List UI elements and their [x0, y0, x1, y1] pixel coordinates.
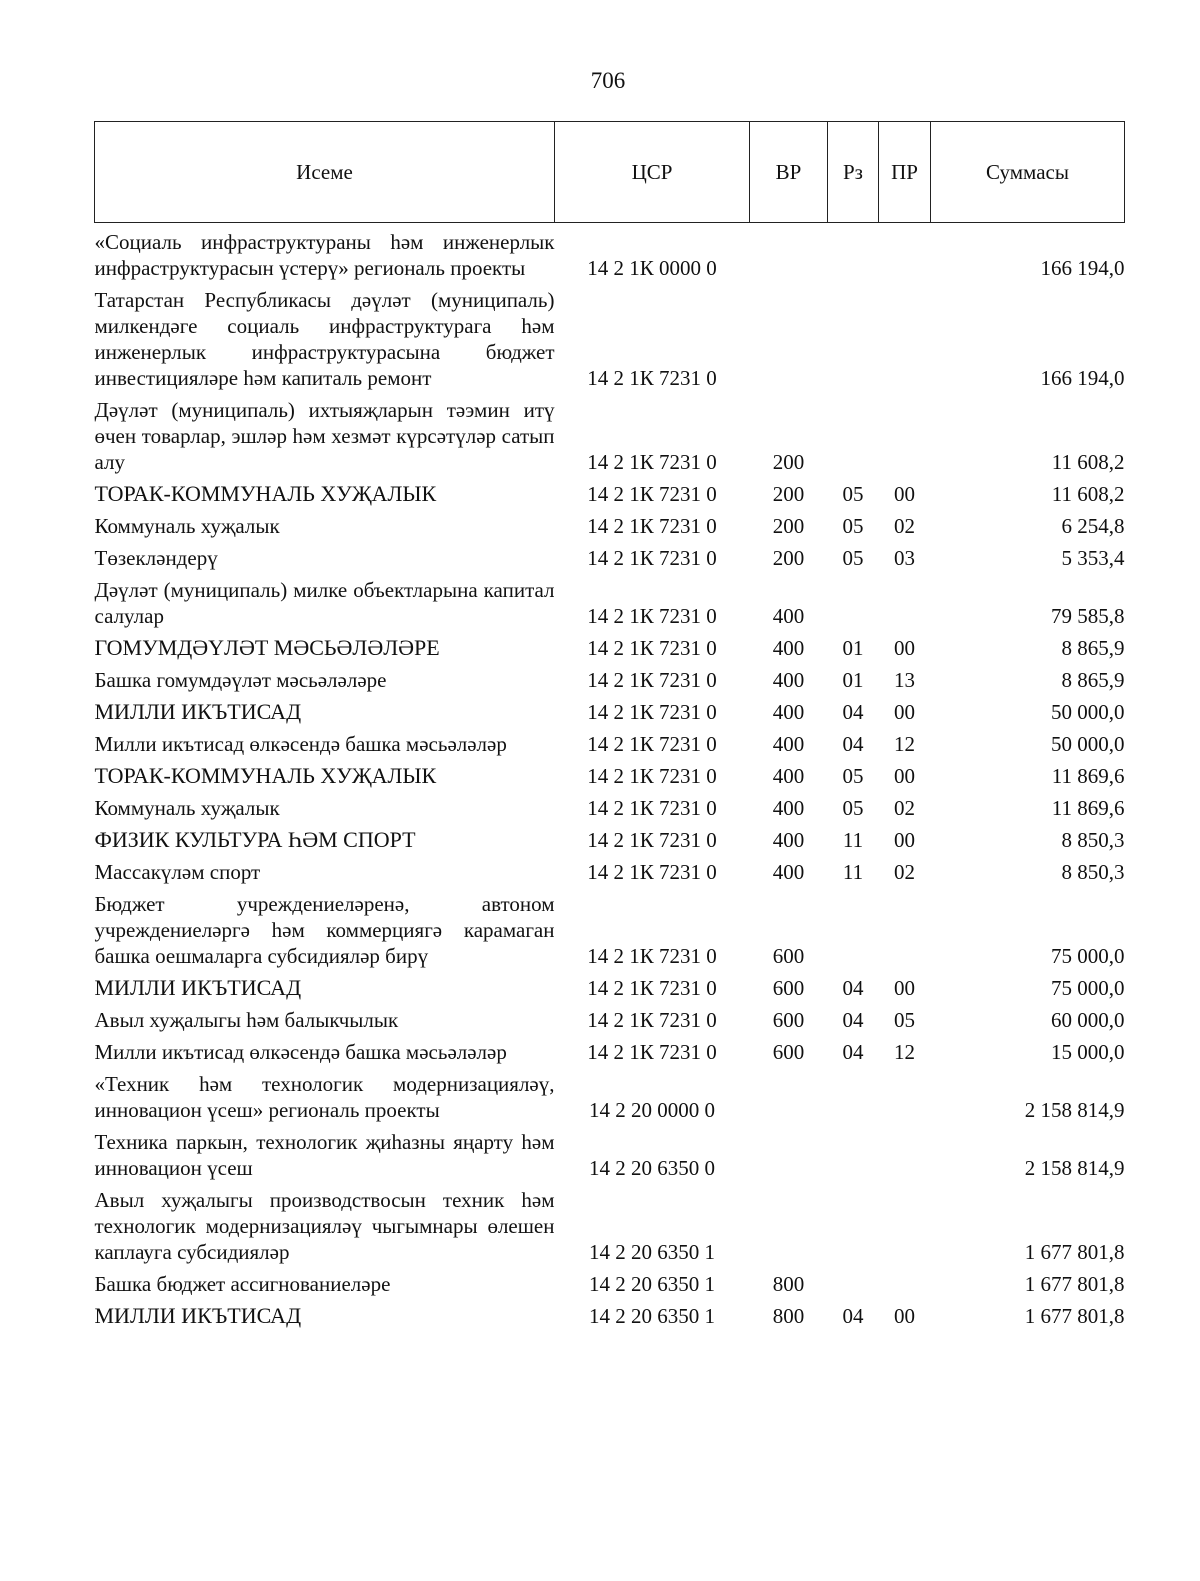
- cell-csr: 14 2 1К 7231 0: [587, 1040, 717, 1064]
- header-vr: ВР: [750, 122, 828, 223]
- cell-sum: 79 585,8: [1051, 604, 1125, 628]
- cell-vr: [750, 1181, 828, 1265]
- cell-rz: [828, 391, 879, 475]
- cell-sum: 11 869,6: [1051, 796, 1125, 820]
- row-name-text: Авыл хуҗалыгы производствосын техник һәм технологик модернизацияләү чыгымнары өлешен каплауга субсидияләр: [94, 1188, 555, 1264]
- cell-vr: 400: [772, 668, 805, 692]
- table-row: [95, 1065, 1125, 1123]
- row-name-text: Татарстан Республикасы дәүләт (муниципаль) милкендәге социаль инфраструктурага һәм инженерлык инфраструктурасына бюджет инвестицияләре һәм капиталь ремонт: [94, 288, 555, 390]
- cell-rz: 11: [842, 860, 864, 884]
- cell-rz: [828, 1065, 879, 1123]
- cell-pr: 00: [894, 976, 915, 1000]
- cell-pr: [879, 885, 931, 969]
- cell-name: [95, 1265, 555, 1297]
- table-row: [95, 571, 1125, 629]
- row-name-text: ГОМУМДӘҮЛӘТ МӘСЬӘЛӘЛӘРЕ: [94, 635, 440, 660]
- table-row: [95, 539, 1125, 571]
- cell-sum: 8 865,9: [1061, 636, 1125, 660]
- cell-vr: [750, 1123, 828, 1181]
- table-row: [95, 1297, 1125, 1329]
- table-row: [95, 661, 1125, 693]
- row-name-text: Коммуналь хуҗалык: [94, 514, 280, 538]
- cell-rz: [828, 885, 879, 969]
- cell-rz: 05: [842, 514, 864, 538]
- cell-vr: 400: [772, 732, 805, 756]
- header-sum: Суммасы: [931, 122, 1125, 223]
- table-row: [95, 821, 1125, 853]
- row-name-text: ФИЗИК КУЛЬТУРА ҺӘМ СПОРТ: [94, 827, 416, 852]
- cell-rz: 01: [842, 636, 864, 660]
- cell-vr: 400: [772, 636, 805, 660]
- cell-sum: 50 000,0: [1051, 732, 1125, 756]
- cell-pr: [879, 1123, 931, 1181]
- table-row: [95, 223, 1125, 282]
- cell-name: [95, 629, 555, 661]
- cell-vr: [750, 281, 828, 391]
- cell-pr: 12: [894, 1040, 915, 1064]
- cell-sum: 2 158 814,9: [1024, 1156, 1125, 1180]
- cell-csr: 14 2 1К 7231 0: [587, 668, 717, 692]
- cell-csr: 14 2 1К 7231 0: [587, 796, 717, 820]
- row-name-text: Милли икътисад өлкәсендә башка мәсьәләләр: [94, 732, 507, 756]
- cell-name: [95, 507, 555, 539]
- table-row: [95, 1033, 1125, 1065]
- cell-name: [95, 1065, 555, 1123]
- cell-name: [95, 725, 555, 757]
- table-row: [95, 1123, 1125, 1181]
- cell-pr: [879, 1065, 931, 1123]
- cell-vr: 400: [772, 860, 805, 884]
- cell-sum: 11 608,2: [1051, 450, 1125, 474]
- cell-pr: 00: [894, 764, 915, 788]
- cell-csr: 14 2 1К 7231 0: [587, 514, 717, 538]
- cell-name: [95, 757, 555, 789]
- cell-rz: 04: [842, 1008, 864, 1032]
- cell-sum: 15 000,0: [1051, 1040, 1125, 1064]
- row-name-text: Башка бюджет ассигнованиеләре: [94, 1272, 391, 1296]
- row-name-text: Башка гомумдәүләт мәсьәләләре: [94, 668, 387, 692]
- header-pr: ПР: [879, 122, 931, 223]
- budget-table: [94, 121, 1125, 1329]
- cell-pr: [879, 571, 931, 629]
- cell-vr: 200: [772, 546, 805, 570]
- cell-pr: [879, 223, 931, 282]
- cell-vr: 200: [772, 482, 805, 506]
- cell-rz: [828, 1181, 879, 1265]
- cell-vr: 400: [772, 796, 805, 820]
- cell-sum: 1 677 801,8: [1024, 1304, 1125, 1328]
- row-name-text: МИЛЛИ ИКЪТИСАД: [94, 1303, 302, 1328]
- cell-rz: [828, 1265, 879, 1297]
- cell-pr: 02: [894, 860, 915, 884]
- table-row: [95, 507, 1125, 539]
- cell-vr: 400: [772, 828, 805, 852]
- row-name-text: ТОРАК-КОММУНАЛЬ ХУҖАЛЫК: [94, 763, 437, 788]
- cell-csr: 14 2 1К 0000 0: [587, 256, 717, 280]
- row-name-text: ТОРАК-КОММУНАЛЬ ХУҖАЛЫК: [94, 481, 437, 506]
- cell-name: [95, 1123, 555, 1181]
- row-name-text: Төзекләндерү: [94, 546, 218, 570]
- cell-rz: 04: [842, 700, 864, 724]
- page-number: 706: [590, 68, 626, 93]
- table-row: [95, 475, 1125, 507]
- cell-pr: 00: [894, 1304, 915, 1328]
- cell-sum: 2 158 814,9: [1024, 1098, 1125, 1122]
- cell-name: [95, 821, 555, 853]
- row-name-text: Коммуналь хуҗалык: [94, 796, 280, 820]
- cell-name: [95, 223, 555, 282]
- cell-vr: 800: [772, 1272, 805, 1296]
- header-rz: Рз: [828, 122, 879, 223]
- row-name-text: Бюджет учреждениеләренә, автоном учреждениеләргә һәм коммерциягә карамаган башка оешмаларга субсидияләр бирү: [94, 892, 555, 968]
- table-row: [95, 885, 1125, 969]
- cell-pr: 03: [894, 546, 915, 570]
- header-name: Исеме: [95, 122, 555, 223]
- cell-name: [95, 661, 555, 693]
- cell-name: [95, 969, 555, 1001]
- cell-rz: 04: [842, 1040, 864, 1064]
- cell-sum: 50 000,0: [1051, 700, 1125, 724]
- cell-csr: 14 2 1К 7231 0: [587, 546, 717, 570]
- cell-csr: 14 2 1К 7231 0: [587, 976, 717, 1000]
- cell-vr: 400: [772, 604, 805, 628]
- row-name-text: МИЛЛИ ИКЪТИСАД: [94, 975, 302, 1000]
- cell-rz: 05: [842, 546, 864, 570]
- cell-rz: [828, 571, 879, 629]
- cell-vr: [750, 223, 828, 282]
- table-row: [95, 693, 1125, 725]
- cell-pr: 05: [894, 1008, 915, 1032]
- cell-sum: 1 677 801,8: [1024, 1240, 1125, 1264]
- cell-csr: 14 2 20 6350 1: [589, 1272, 715, 1296]
- cell-vr: 600: [772, 944, 805, 968]
- row-name-text: Авыл хуҗалыгы һәм балыкчылык: [94, 1008, 399, 1032]
- cell-csr: 14 2 1К 7231 0: [587, 764, 717, 788]
- cell-csr: 14 2 1К 7231 0: [587, 366, 717, 390]
- row-name-text: Массакүләм спорт: [94, 860, 261, 884]
- cell-sum: 11 608,2: [1051, 482, 1125, 506]
- row-name-text: МИЛЛИ ИКЪТИСАД: [94, 699, 302, 724]
- cell-rz: [828, 1123, 879, 1181]
- cell-csr: 14 2 1К 7231 0: [587, 1008, 717, 1032]
- row-name-text: «Социаль инфраструктураны һәм инженерлык инфраструктурасын үстерү» региональ проекты: [94, 230, 555, 280]
- header-csr: ЦСР: [555, 122, 750, 223]
- table-row: [95, 969, 1125, 1001]
- cell-pr: [879, 1181, 931, 1265]
- table-row: [95, 789, 1125, 821]
- table-row: [95, 1181, 1125, 1265]
- cell-vr: 400: [772, 700, 805, 724]
- table-row: [95, 757, 1125, 789]
- cell-sum: 75 000,0: [1051, 976, 1125, 1000]
- table-row: [95, 629, 1125, 661]
- cell-name: [95, 1033, 555, 1065]
- cell-vr: 800: [772, 1304, 805, 1328]
- cell-rz: 04: [842, 732, 864, 756]
- cell-csr: 14 2 1К 7231 0: [587, 636, 717, 660]
- cell-vr: 600: [772, 1008, 805, 1032]
- cell-pr: 00: [894, 700, 915, 724]
- cell-csr: 14 2 1К 7231 0: [587, 450, 717, 474]
- cell-sum: 8 850,3: [1061, 828, 1125, 852]
- cell-name: [95, 1297, 555, 1329]
- cell-sum: 5 353,4: [1061, 546, 1125, 570]
- cell-pr: 12: [894, 732, 915, 756]
- cell-pr: 02: [894, 514, 915, 538]
- cell-name: [95, 1181, 555, 1265]
- cell-rz: [828, 223, 879, 282]
- cell-csr: 14 2 1К 7231 0: [587, 732, 717, 756]
- cell-rz: [828, 281, 879, 391]
- cell-sum: 166 194,0: [1040, 366, 1125, 390]
- cell-csr: 14 2 1К 7231 0: [587, 604, 717, 628]
- cell-csr: 14 2 20 6350 0: [589, 1156, 715, 1180]
- cell-pr: 13: [894, 668, 915, 692]
- cell-vr: 600: [772, 1040, 805, 1064]
- cell-pr: 00: [894, 636, 915, 660]
- cell-rz: 11: [842, 828, 864, 852]
- cell-name: [95, 571, 555, 629]
- cell-sum: 11 869,6: [1051, 764, 1125, 788]
- cell-csr: 14 2 20 6350 1: [589, 1304, 715, 1328]
- cell-sum: 60 000,0: [1051, 1008, 1125, 1032]
- row-name-text: Дәүләт (муниципаль) ихтыяҗларын тәэмин итү өчен товарлар, эшләр һәм хезмәт күрсәтүләр сатып алу: [94, 398, 555, 474]
- cell-vr: 200: [772, 450, 805, 474]
- row-name-text: Милли икътисад өлкәсендә башка мәсьәләләр: [94, 1040, 507, 1064]
- cell-name: [95, 1001, 555, 1033]
- cell-vr: 600: [772, 976, 805, 1000]
- cell-name: [95, 539, 555, 571]
- cell-pr: 00: [894, 482, 915, 506]
- cell-pr: [879, 1265, 931, 1297]
- cell-vr: [750, 1065, 828, 1123]
- table-row: [95, 1001, 1125, 1033]
- cell-csr: 14 2 20 0000 0: [589, 1098, 715, 1122]
- cell-pr: 00: [894, 828, 915, 852]
- row-name-text: Техника паркын, технологик җиһазны яңарту һәм инновацион үсеш: [94, 1130, 555, 1180]
- cell-name: [95, 391, 555, 475]
- cell-name: [95, 693, 555, 725]
- cell-name: [95, 885, 555, 969]
- table-row: [95, 281, 1125, 391]
- cell-csr: 14 2 1К 7231 0: [587, 944, 717, 968]
- cell-name: [95, 789, 555, 821]
- cell-vr: 200: [772, 514, 805, 538]
- cell-name: [95, 475, 555, 507]
- cell-rz: 05: [842, 764, 864, 788]
- cell-sum: 75 000,0: [1051, 944, 1125, 968]
- cell-sum: 6 254,8: [1061, 514, 1125, 538]
- cell-csr: 14 2 1К 7231 0: [587, 860, 717, 884]
- cell-sum: 1 677 801,8: [1024, 1272, 1125, 1296]
- cell-sum: 8 865,9: [1061, 668, 1125, 692]
- cell-csr: 14 2 20 6350 1: [589, 1240, 715, 1264]
- row-name-text: «Техник һәм технологик модернизацияләү, инновацион үсеш» региональ проекты: [94, 1072, 555, 1122]
- table-row: [95, 725, 1125, 757]
- table-header-row: [95, 122, 1125, 223]
- cell-rz: 05: [842, 482, 864, 506]
- table-row: [95, 391, 1125, 475]
- table-body: [95, 223, 1125, 1330]
- cell-csr: 14 2 1К 7231 0: [587, 482, 717, 506]
- row-name-text: Дәүләт (муниципаль) милке объектларына капитал салулар: [94, 578, 555, 628]
- table-row: [95, 853, 1125, 885]
- cell-rz: 04: [842, 976, 864, 1000]
- cell-pr: [879, 281, 931, 391]
- cell-sum: 166 194,0: [1040, 256, 1125, 280]
- cell-vr: 400: [772, 764, 805, 788]
- table-row: [95, 1265, 1125, 1297]
- cell-csr: 14 2 1К 7231 0: [587, 828, 717, 852]
- cell-sum: 8 850,3: [1061, 860, 1125, 884]
- cell-rz: 04: [842, 1304, 864, 1328]
- cell-name: [95, 281, 555, 391]
- cell-rz: 01: [842, 668, 864, 692]
- cell-pr: 02: [894, 796, 915, 820]
- cell-pr: [879, 391, 931, 475]
- cell-name: [95, 853, 555, 885]
- cell-csr: 14 2 1К 7231 0: [587, 700, 717, 724]
- cell-rz: 05: [842, 796, 864, 820]
